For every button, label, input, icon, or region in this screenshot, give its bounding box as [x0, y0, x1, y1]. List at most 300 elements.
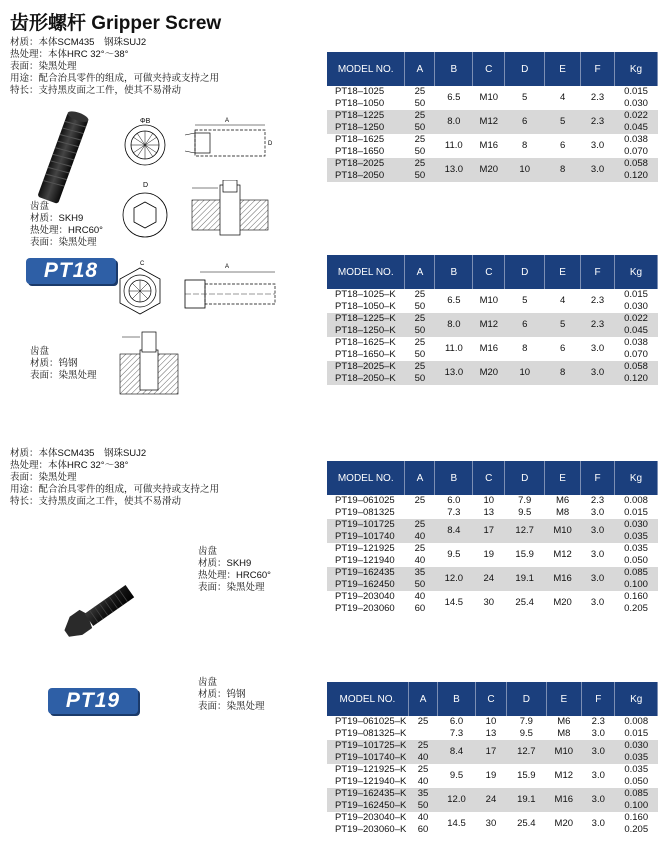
table-cell: 8.0 — [435, 313, 473, 337]
table-cell: 0.035 — [624, 764, 649, 775]
table-cell: 9.5 — [519, 728, 533, 739]
table-cell: 8.4 — [435, 519, 473, 543]
table-cell: PT18–1625 — [335, 134, 385, 145]
spec-line: 热处理：本体HRC 32°～38° — [10, 460, 129, 471]
table-cell: 25 — [414, 337, 426, 348]
table-cell: PT19–101725–K — [327, 740, 408, 752]
table-cell: 30 — [485, 818, 497, 829]
table-cell: 25 — [405, 519, 435, 531]
table-cell: 0.120 — [615, 373, 658, 385]
table-row — [327, 507, 658, 519]
table-cell: PT18–1025 — [335, 86, 385, 97]
table-cell: 0.050 — [624, 776, 649, 787]
table-row — [327, 728, 658, 740]
table-cell: 7.3 — [447, 507, 461, 518]
table-header-row — [327, 255, 658, 289]
table-cell: PT18–2025–K — [327, 361, 405, 373]
table-cell: 25 — [414, 86, 426, 97]
table-cell: PT19–203040 — [335, 591, 395, 602]
table-cell: 50 — [414, 98, 426, 109]
spec-line: 表面：染黑处理 — [198, 582, 265, 593]
table-row — [327, 519, 658, 531]
spec-line: 材质：钨钢 — [30, 358, 78, 369]
table-cell: 25.4 — [515, 597, 534, 608]
table-cell: M12 — [473, 110, 505, 134]
table-cell: 2.3 — [591, 716, 605, 727]
table-cell: 14.5 — [447, 818, 466, 829]
table-cell: PT18–1625–K — [335, 337, 396, 348]
table-cell: PT19–162450–K — [327, 800, 408, 812]
table-cell: 0.038 — [624, 337, 648, 348]
table-cell: 3.0 — [590, 549, 605, 560]
table-header-row — [327, 682, 658, 716]
table-cell: 3.0 — [581, 567, 615, 591]
column-header: F — [581, 52, 615, 86]
table-cell: M10 — [479, 295, 499, 306]
table-row — [327, 567, 658, 579]
spec-line: 齿盘 — [198, 546, 218, 557]
table-cell: PT19–101740–K — [327, 752, 408, 764]
table-cell: 0.045 — [615, 325, 658, 337]
spec-line: 表面：染黑处理 — [198, 701, 265, 712]
table-cell: 25.4 — [517, 818, 536, 829]
table-cell: PT18–1650–K — [335, 349, 396, 360]
table-cell: 3.0 — [590, 140, 605, 151]
table-cell: 0.058 — [615, 361, 658, 373]
svg-text:A: A — [225, 118, 230, 124]
table-cell: M10 — [546, 740, 582, 764]
table-row — [327, 740, 658, 752]
table-cell: 0.085 — [615, 788, 658, 800]
table-cell: M16 — [479, 140, 499, 151]
pt18k-mount-drawing — [118, 322, 180, 397]
pt18-tooth-spec-1 — [30, 201, 103, 249]
table-cell: M12 — [473, 313, 505, 337]
table-cell: 0.120 — [615, 170, 658, 182]
pt18-mount-drawing — [190, 180, 270, 242]
table-cell: 24 — [475, 788, 506, 812]
table-cell: 8.4 — [438, 740, 475, 764]
table-cell: 0.058 — [615, 158, 658, 170]
pt18-tooth-spec-2 — [30, 346, 97, 382]
column-header: B — [435, 52, 473, 86]
table-cell: 50 — [405, 373, 435, 385]
pt19k-spec-table — [327, 682, 658, 836]
table-cell: 0.035 — [615, 752, 658, 764]
spec-line: 材质：SKH9 — [30, 213, 84, 224]
table-cell: PT19–081325–K — [335, 728, 407, 739]
table-cell: 50 — [414, 349, 426, 360]
table-cell: 24 — [473, 567, 505, 591]
table-cell: 0.008 — [624, 495, 648, 506]
table-cell: 5 — [545, 313, 581, 337]
table-cell: M6 — [556, 495, 570, 506]
table-row — [327, 361, 658, 373]
table-cell: 6.0 — [447, 495, 461, 506]
table-header-row — [327, 461, 658, 495]
table-cell: 0.015 — [624, 289, 648, 300]
table-cell: 0.015 — [624, 86, 648, 97]
pt18k-end-view-drawing — [110, 258, 170, 318]
column-header: C — [473, 52, 505, 86]
table-cell: 10 — [483, 495, 495, 506]
svg-text:D: D — [143, 182, 149, 189]
table-cell: PT18–1050–K — [335, 301, 396, 312]
table-cell: 25 — [408, 740, 437, 752]
column-header: A — [405, 52, 435, 86]
table-cell: 4 — [559, 295, 566, 306]
table-cell: 10 — [485, 716, 497, 727]
table-cell: 50 — [408, 800, 437, 812]
column-header: MODEL NO. — [327, 52, 405, 86]
column-header: D — [507, 682, 546, 716]
table-cell: 40 — [414, 555, 426, 566]
column-header: F — [581, 461, 615, 495]
table-row — [327, 337, 658, 349]
pt19-tooth-spec-1 — [198, 546, 271, 594]
table-cell: M16 — [545, 567, 581, 591]
table-cell: 9.5 — [447, 549, 461, 560]
column-header: Kg — [615, 52, 658, 86]
table-cell: 15.9 — [517, 770, 536, 781]
spec-line: 热处理：本体HRC 32°～38° — [10, 49, 129, 60]
table-cell: 2.3 — [590, 495, 605, 506]
table-cell: 8 — [545, 158, 581, 182]
table-cell: PT19–162450 — [327, 579, 405, 591]
table-cell: 19.1 — [505, 567, 545, 591]
table-cell: 12.7 — [505, 519, 545, 543]
table-cell: M10 — [545, 519, 581, 543]
table-cell: 9.5 — [449, 770, 464, 781]
pt18-end-view-drawing — [120, 115, 170, 167]
column-header: Kg — [615, 682, 658, 716]
table-cell: PT19–162435 — [327, 567, 405, 579]
table-cell: 25 — [414, 543, 426, 554]
table-cell: 3.0 — [591, 728, 605, 739]
table-cell: PT18–1650 — [335, 146, 385, 157]
pt18-screw-photo — [28, 108, 98, 208]
svg-text:C: C — [140, 261, 145, 267]
table-cell: 0.100 — [615, 579, 658, 591]
table-cell: 35 — [408, 788, 437, 800]
table-cell: 13 — [483, 507, 495, 518]
table-cell: PT19–121925–K — [335, 764, 407, 775]
pt19-tooth-spec-2 — [198, 677, 265, 713]
table-cell: 5 — [545, 110, 581, 134]
table-cell: 3.0 — [582, 788, 615, 812]
table-cell: M8 — [557, 728, 571, 739]
table-cell: 0.085 — [615, 567, 658, 579]
table-cell: PT19–203040–K — [335, 812, 407, 823]
table-cell: 0.008 — [624, 716, 649, 727]
spec-line: 齿盘 — [198, 677, 218, 688]
table-cell: 7.3 — [449, 728, 464, 739]
table-cell: PT19–121940–K — [335, 776, 407, 787]
table-cell: 0.030 — [615, 519, 658, 531]
table-cell: 25 — [414, 495, 426, 506]
table-cell: M12 — [554, 770, 574, 781]
table-cell: 0.030 — [624, 98, 648, 109]
table-cell: 7.9 — [518, 495, 532, 506]
column-header: C — [473, 461, 505, 495]
table-cell: M12 — [553, 549, 572, 560]
table-cell: 0.160 — [624, 812, 649, 823]
column-header: E — [545, 52, 581, 86]
table-cell: 7.9 — [519, 716, 533, 727]
spec-line: 用途：配合治具零件的组成，可做夹持或支持之用 — [10, 484, 220, 495]
table-cell: 3.0 — [590, 597, 605, 608]
table-cell: 25 — [417, 716, 429, 727]
table-cell — [408, 728, 437, 740]
spec-line: 齿盘 — [30, 201, 50, 212]
table-cell: 0.035 — [624, 543, 648, 554]
table-cell: M16 — [546, 788, 582, 812]
svg-text:A: A — [225, 264, 230, 270]
table-cell: 50 — [405, 170, 435, 182]
table-cell: PT18–1250–K — [327, 325, 405, 337]
column-header: C — [473, 255, 505, 289]
column-header: Kg — [615, 255, 658, 289]
table-cell: 19.1 — [507, 788, 546, 812]
table-cell: PT19–101725 — [327, 519, 405, 531]
column-header: D — [505, 52, 545, 86]
column-header: D — [505, 461, 545, 495]
spec-line: 特长：支持黑皮面之工件，使其不易滑动 — [10, 496, 182, 507]
table-cell: 9.5 — [518, 507, 532, 518]
column-header: Kg — [615, 461, 658, 495]
table-cell: 0.070 — [624, 146, 648, 157]
table-cell: 17 — [475, 740, 506, 764]
table-cell: 40 — [417, 812, 429, 823]
pt18-spec-table — [327, 52, 658, 182]
table-row — [327, 313, 658, 325]
table-cell: 19 — [483, 549, 495, 560]
pt19-spec-table — [327, 461, 658, 615]
table-cell: 6.5 — [447, 92, 461, 103]
table-cell: 40 — [408, 752, 437, 764]
column-header: C — [475, 682, 506, 716]
table-cell: 60 — [417, 824, 429, 835]
table-cell — [405, 507, 435, 519]
table-cell: 6.0 — [449, 716, 464, 727]
table-cell: 2.3 — [590, 295, 605, 306]
table-cell: 13.0 — [435, 158, 473, 182]
column-header: A — [405, 255, 435, 289]
spec-line: 表面：染黑处理 — [10, 61, 77, 72]
svg-text:D: D — [268, 141, 273, 147]
table-cell: 11.0 — [444, 140, 463, 151]
table-cell: 0.205 — [624, 603, 648, 614]
table-row — [327, 495, 658, 507]
table-cell: 3.0 — [581, 158, 615, 182]
column-header: E — [545, 461, 581, 495]
table-cell: 3.0 — [591, 818, 605, 829]
table-cell: 2.3 — [581, 110, 615, 134]
table-cell: 2.3 — [581, 313, 615, 337]
table-cell: 6 — [505, 110, 545, 134]
table-cell: PT18–2025 — [327, 158, 405, 170]
table-cell: 0.030 — [615, 740, 658, 752]
table-cell: 50 — [405, 579, 435, 591]
table-cell: 8 — [545, 361, 581, 385]
table-row — [327, 591, 658, 603]
spec-line: 用途：配合治具零件的组成，可做夹持或支持之用 — [10, 73, 220, 84]
table-cell: PT18–1025–K — [335, 289, 396, 300]
column-header: A — [405, 461, 435, 495]
table-cell: 50 — [414, 301, 426, 312]
table-cell: 3.0 — [590, 507, 605, 518]
table-cell: 0.038 — [624, 134, 648, 145]
table-cell: M20 — [473, 361, 505, 385]
column-header: E — [545, 255, 581, 289]
table-cell: 0.050 — [624, 555, 648, 566]
table-cell: PT19–061025–K — [335, 716, 407, 727]
page-title: 齿形螺杆 Gripper Screw — [10, 13, 222, 34]
table-cell: PT19–203060–K — [335, 824, 407, 835]
pt18-badge: PT18 — [26, 258, 116, 284]
table-cell: M16 — [479, 343, 499, 354]
table-row — [327, 158, 658, 170]
table-cell: 8 — [522, 343, 528, 354]
table-cell: 3.0 — [590, 343, 605, 354]
table-cell: M20 — [554, 818, 574, 829]
table-cell: PT18–1225 — [327, 110, 405, 122]
table-cell: 25 — [405, 110, 435, 122]
pt18-hex-view-drawing — [120, 180, 170, 240]
table-cell: M8 — [556, 507, 570, 518]
table-cell: PT18–1225–K — [327, 313, 405, 325]
table-cell: 3.0 — [591, 770, 605, 781]
table-cell: 40 — [417, 776, 429, 787]
table-cell: 3.0 — [581, 519, 615, 543]
table-cell: 0.015 — [624, 728, 649, 739]
table-row — [327, 289, 658, 301]
table-cell: PT19–061025 — [335, 495, 395, 506]
table-cell: PT19–121940 — [335, 555, 395, 566]
table-cell: 13.0 — [435, 361, 473, 385]
table-cell: 6 — [559, 343, 566, 354]
table-cell: 0.035 — [615, 531, 658, 543]
table-cell: 0.070 — [624, 349, 648, 360]
table-cell: 40 — [414, 591, 426, 602]
table-cell: 12.0 — [438, 788, 475, 812]
pt19-hex-bolt-photo — [55, 580, 145, 660]
column-header: B — [435, 461, 473, 495]
table-cell: 0.022 — [615, 313, 658, 325]
table-cell: 6.5 — [447, 295, 461, 306]
pt19-badge: PT19 — [48, 688, 138, 714]
table-cell: 15.9 — [515, 549, 534, 560]
spec-line: 特长：支持黑皮面之工件，使其不易滑动 — [10, 85, 182, 96]
table-cell: PT19–162435–K — [327, 788, 408, 800]
table-cell: 8 — [522, 140, 528, 151]
table-cell: 25 — [417, 764, 429, 775]
table-cell: 14.5 — [444, 597, 464, 608]
table-cell: 3.0 — [581, 361, 615, 385]
table-cell: 13 — [485, 728, 497, 739]
table-cell: 10 — [505, 361, 545, 385]
table-cell: PT19–081325 — [335, 507, 395, 518]
table-cell: 25 — [405, 313, 435, 325]
column-header: D — [505, 255, 545, 289]
table-cell: PT19–121925 — [335, 543, 395, 554]
table-cell: 19 — [485, 770, 497, 781]
dim-label: ΦB — [140, 118, 151, 125]
pt18-side-view-drawing — [180, 115, 275, 165]
table-row — [327, 110, 658, 122]
table-cell: PT18–2050 — [327, 170, 405, 182]
spec-line: 材质：本体SCM435 钢珠SUJ2 — [10, 448, 147, 459]
table-cell: 8.0 — [435, 110, 473, 134]
column-header: MODEL NO. — [327, 682, 408, 716]
table-row — [327, 812, 658, 824]
table-cell: 60 — [414, 603, 426, 614]
table-cell: 0.045 — [615, 122, 658, 134]
pt18-specs — [10, 37, 219, 97]
table-cell: 50 — [414, 146, 426, 157]
table-cell: 0.015 — [624, 507, 648, 518]
table-row — [327, 788, 658, 800]
table-cell: PT18–2050–K — [327, 373, 405, 385]
table-cell: 12.7 — [507, 740, 546, 764]
column-header: B — [435, 255, 473, 289]
table-row — [327, 86, 658, 98]
spec-line: 材质：钨钢 — [198, 689, 246, 700]
table-cell: 5 — [522, 295, 528, 306]
pt18k-spec-table — [327, 255, 658, 385]
table-cell: 5 — [522, 92, 528, 103]
table-cell: 30 — [483, 597, 495, 608]
spec-line: 表面：染黑处理 — [30, 237, 97, 248]
spec-line: 热处理：HRC60° — [30, 225, 103, 236]
table-cell: 12.0 — [435, 567, 473, 591]
table-cell: PT19–203060 — [335, 603, 395, 614]
spec-line: 表面：染黑处理 — [30, 370, 97, 381]
table-cell: 25 — [414, 134, 426, 145]
spec-line: 材质：本体SCM435 钢珠SUJ2 — [10, 37, 147, 48]
spec-line: 材质：SKH9 — [198, 558, 252, 569]
table-cell: 25 — [405, 361, 435, 373]
table-cell: 3.0 — [582, 740, 615, 764]
spec-line: 热处理：HRC60° — [198, 570, 271, 581]
column-header: MODEL NO. — [327, 461, 405, 495]
table-cell: 11.0 — [444, 343, 463, 354]
table-cell: 50 — [405, 122, 435, 134]
table-cell: 17 — [473, 519, 505, 543]
table-cell: 40 — [405, 531, 435, 543]
table-cell: M20 — [473, 158, 505, 182]
column-header: MODEL NO. — [327, 255, 405, 289]
table-cell: 25 — [414, 289, 426, 300]
table-cell: M20 — [553, 597, 572, 608]
pt18k-side-view-drawing — [180, 258, 280, 318]
column-header: E — [546, 682, 582, 716]
table-cell: PT18–1050 — [335, 98, 385, 109]
table-cell: PT18–1250 — [327, 122, 405, 134]
table-cell: 0.160 — [624, 591, 648, 602]
table-row — [327, 543, 658, 555]
spec-line: 表面：染黑处理 — [10, 472, 77, 483]
table-cell: 6 — [559, 140, 566, 151]
table-cell: 4 — [559, 92, 566, 103]
table-row — [327, 134, 658, 146]
spec-line: 齿盘 — [30, 346, 50, 357]
table-cell: 6 — [505, 313, 545, 337]
table-cell: 25 — [405, 158, 435, 170]
table-cell: 10 — [505, 158, 545, 182]
table-cell: 50 — [405, 325, 435, 337]
table-row — [327, 764, 658, 776]
